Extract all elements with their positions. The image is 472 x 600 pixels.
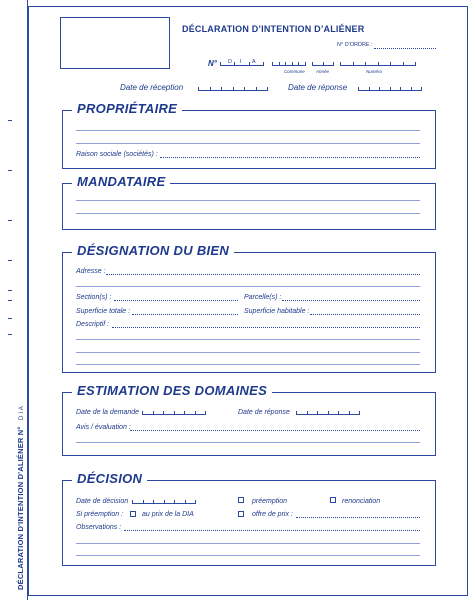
estimate-response-date-field[interactable] [296,409,360,415]
form-title: DÉCLARATION D’INTENTION D’ALIÉNER [182,24,365,34]
dia-price-checkbox[interactable] [130,511,136,517]
sections-field[interactable] [114,300,238,301]
number-field[interactable] [340,60,416,66]
number-caption: Numéro [366,69,383,74]
total-area-field[interactable] [132,314,238,315]
response-date-field[interactable] [358,85,422,91]
response-date-label: Date de réponse [288,83,348,92]
opinion-line[interactable] [76,442,420,443]
property-section-title: DÉSIGNATION DU BIEN [72,243,234,258]
estimate-section-title: ESTIMATION DES DOMAINES [72,383,272,398]
owner-section-title: PROPRIÉTAIRE [72,101,182,116]
agent-line[interactable] [76,213,420,214]
spine-title: DÉCLARATION D'INTENTION D'ALIÉNER N° D I A [16,406,25,590]
reception-date-label: Date de réception [120,83,184,92]
total-area-label: Superficie totale : [76,308,131,315]
description-line[interactable] [76,364,420,365]
description-line[interactable] [76,339,420,340]
owner-line[interactable] [76,130,420,131]
living-area-field[interactable] [310,314,420,315]
decision-section [62,471,436,566]
waiver-label: renonciation [342,498,381,505]
description-line[interactable] [76,352,420,353]
parcels-field[interactable] [282,300,420,301]
request-date-field[interactable] [142,409,206,415]
waiver-checkbox[interactable] [330,497,336,503]
spine-tick [8,220,12,221]
number-label: N° [208,59,217,68]
spine-tick [8,260,12,261]
sections-label: Section(s) : [76,294,112,301]
spine-tick [8,318,12,319]
dia-code-field[interactable] [220,60,264,66]
decision-section-title: DÉCISION [72,471,147,486]
dia-price-label: au prix de la DIA [142,511,194,518]
order-number-label: N° D'ORDRE : [337,42,373,48]
company-name-field[interactable] [160,157,420,158]
price-offer-field[interactable] [296,517,420,518]
owner-line[interactable] [76,143,420,144]
estimate-response-date-label: Date de réponse [238,409,290,416]
address-label: Adresse : [76,268,106,275]
decision-date-field[interactable] [132,498,196,504]
commune-caption: Commune [284,69,305,74]
order-number-field[interactable] [374,48,436,49]
decision-date-label: Date de décision [76,498,129,505]
parcels-label: Parcelle(s) : [244,294,282,301]
address-field[interactable] [106,274,420,275]
price-offer-label: offre de prix : [252,511,293,518]
living-area-label: Superficie habitable : [244,308,310,315]
dia-letter: I [240,59,242,65]
commune-field[interactable] [272,60,306,66]
request-date-label: Date de la demande [76,409,140,416]
logo-placeholder [60,17,170,69]
reception-date-field[interactable] [198,85,268,91]
description-label: Descriptif : [76,321,110,328]
agent-section-title: MANDATAIRE [72,174,170,189]
address-line[interactable] [76,286,420,287]
preemption-label: préemption [252,498,288,505]
description-field[interactable] [112,327,420,328]
observations-line[interactable] [76,543,420,544]
dia-letter: D [228,59,232,65]
spine-margin [0,0,28,600]
observations-label: Observations : [76,524,122,531]
price-offer-checkbox[interactable] [238,511,244,517]
company-name-label: Raison sociale (sociétés) : [76,151,158,158]
opinion-label: Avis / évaluation : [76,424,131,431]
preemption-checkbox[interactable] [238,497,244,503]
observations-field[interactable] [124,530,420,531]
owner-section [62,101,436,169]
spine-tick [8,120,12,121]
spine-tick [8,334,12,335]
opinion-field[interactable] [130,430,420,431]
spine-tick [8,290,12,291]
dia-letter: A [252,59,256,65]
year-field[interactable] [312,60,334,66]
observations-line[interactable] [76,555,420,556]
spine-tick [8,170,12,171]
year-caption: Année [316,69,330,74]
spine-tick [8,300,12,301]
if-preemption-label: Si préemption : [76,511,124,518]
agent-section [62,174,436,230]
agent-line[interactable] [76,200,420,201]
